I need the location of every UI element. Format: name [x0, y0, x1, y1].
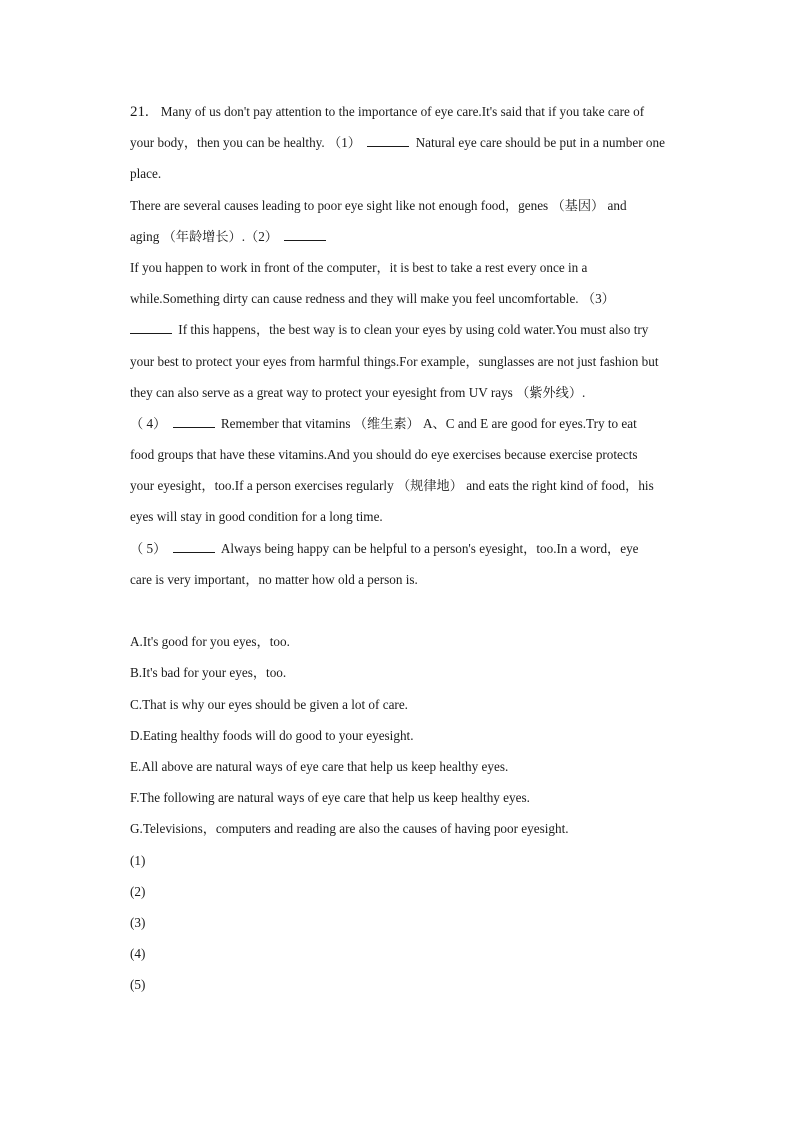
passage-line-9 [130, 346, 696, 377]
passage-text: There are several causes leading to poor eye sight like not enough food，genes （基因） and [130, 197, 627, 213]
answer-line-2: (2) [130, 883, 146, 899]
answer-blank-4[interactable] [173, 413, 215, 428]
option-f: F.The following are natural ways of eye care that help us keep healthy eyes. [130, 790, 530, 806]
passage-line-4 [130, 190, 696, 221]
option-d: D.Eating healthy foods will do good to your eyesight. [130, 727, 414, 743]
passage-line-7 [130, 283, 696, 314]
option-e: E.All above are natural ways of eye care that help us keep healthy eyes. [130, 758, 509, 774]
answer-line-4: (4) [130, 946, 146, 962]
passage-line-15 [130, 533, 696, 564]
passage-line-2 [130, 127, 696, 158]
answer-blank-2[interactable] [284, 226, 326, 241]
passage-line-13 [130, 470, 696, 501]
passage-text: Always being happy can be helpful to a person's eyesight，too.In a word，eye [220, 540, 639, 556]
option-b: B.It's bad for your eyes，too. [130, 665, 287, 681]
passage-text: your best to protect your eyes from harmful things.For example，sunglasses are not just fashion but [130, 353, 659, 369]
passage-line-10 [130, 377, 696, 408]
option-c: C.That is why our eyes should be given a lot of care. [130, 696, 408, 712]
option-a: A.It's good for you eyes，too. [130, 634, 290, 650]
option-g: G.Televisions，computers and reading are also the causes of having poor eyesight. [130, 821, 569, 837]
passage-text: they can also serve as a great way to protect your eyesight from UV rays （紫外线）. [130, 384, 586, 400]
question-number: 21. [130, 104, 149, 120]
passage-text: your eyesight，too.If a person exercises regularly （规律地） and eats the right kind of food，his [130, 478, 654, 494]
passage-text: your body，then you can be healthy. （1） [130, 135, 361, 151]
passage-text: Remember that vitamins （维生素） A、C and E are good for eyes.Try to eat [220, 415, 637, 431]
answer-blank-5[interactable] [173, 538, 215, 553]
passage-text: eyes will stay in good condition for a long time. [130, 509, 383, 525]
passage-text: while.Something dirty can cause redness and they will make you feel uncomfortable. （3） [130, 291, 615, 307]
answer-line-1: (1) [130, 852, 146, 868]
passage-text: Natural eye care should be put in a number one [415, 135, 665, 151]
passage-line-16 [130, 564, 696, 595]
answer-line-3: (3) [130, 914, 146, 930]
passage-text: place. [130, 166, 162, 182]
passage-line-6 [130, 252, 696, 283]
passage-line-12 [130, 439, 696, 470]
passage-text: food groups that have these vitamins.And you should do eye exercises because exercise protects [130, 447, 638, 463]
passage-text: aging （年龄增长）.（2） [130, 228, 278, 244]
passage-line-8 [130, 314, 696, 345]
passage-line-3 [130, 158, 696, 189]
passage-text: If you happen to work in front of the computer，it is best to take a rest every once in a [130, 259, 588, 275]
passage-text: Many of us don't pay attention to the importance of eye care.It's said that if you take care of [160, 104, 645, 119]
passage-text: （ 5） [130, 540, 167, 556]
passage-line-14 [130, 501, 696, 532]
answer-line-5: (5) [130, 977, 146, 993]
question-21 [130, 96, 696, 1000]
answer-blank-1[interactable] [367, 132, 409, 147]
passage-text: care is very important，no matter how old a person is. [130, 571, 418, 587]
passage-line-11 [130, 408, 696, 439]
passage-text: If this happens，the best way is to clean your eyes by using cold water.You must also try [178, 322, 649, 338]
answer-blank-3[interactable] [130, 319, 172, 334]
passage-line-5 [130, 221, 696, 252]
passage-line-1 [130, 96, 696, 127]
spacer [130, 595, 696, 626]
passage-text: （ 4） [130, 415, 167, 431]
